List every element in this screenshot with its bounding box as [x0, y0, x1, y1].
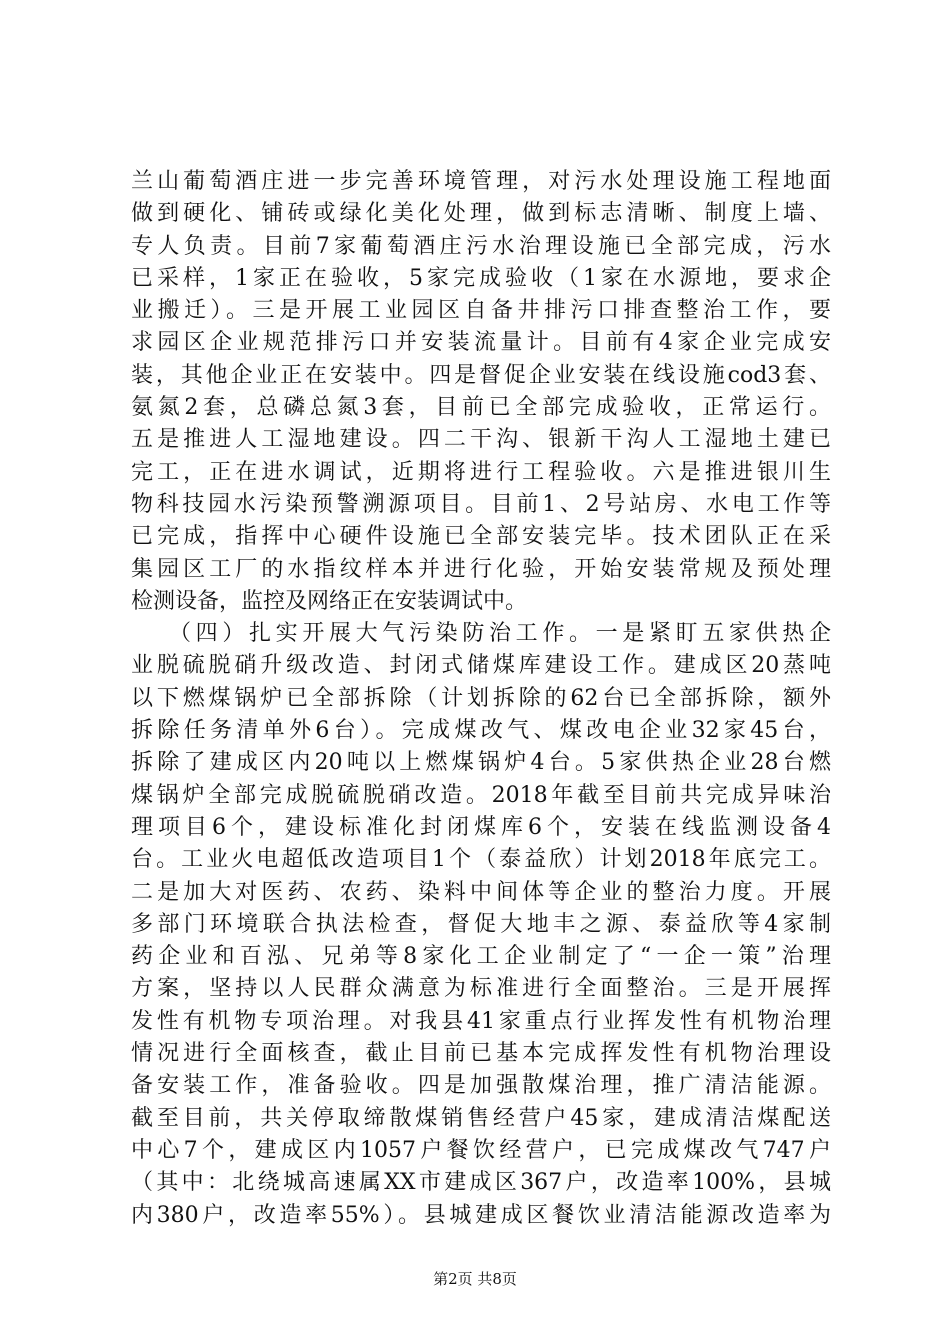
text-line: 五是推进人工湿地建设。四二干沟、银新干沟人工湿地土建已	[131, 427, 831, 453]
text-line: 已采样，1家正在验收，5家完成验收（1家在水源地，要求企	[131, 265, 831, 291]
text-line: 内380户，改造率55%）。县城建成区餐饮业清洁能源改造率为	[131, 1202, 831, 1228]
page-footer	[0, 1268, 950, 1289]
text-line: 做到硬化、铺砖或绿化美化处理，做到标志清晰、制度上墙、	[131, 201, 831, 227]
text-line: 求园区企业规范排污口并安装流量计。目前有4家企业完成安	[131, 330, 831, 356]
text-line: 方案，坚持以人民群众满意为标准进行全面整治。三是开展挥	[131, 976, 831, 1002]
text-line: 氨氮2套，总磷总氮3套，目前已全部完成验收，正常运行。	[131, 395, 831, 421]
text-line: 拆除任务清单外6台）。完成煤改气、煤改电企业32家45台，	[131, 718, 831, 744]
text-line: 兰山葡萄酒庄进一步完善环境管理，对污水处理设施工程地面	[131, 169, 831, 194]
text-line: 集园区工厂的水指纹样本并进行化验，开始安装常规及预处理	[131, 556, 831, 582]
text-line: 发性有机物专项治理。对我县41家重点行业挥发性有机物治理	[131, 1008, 831, 1034]
text-line: 多部门环境联合执法检查，督促大地丰之源、泰益欣等4家制	[131, 911, 831, 937]
body-text	[131, 166, 831, 1232]
text-line: 以下燃煤锅炉已全部拆除（计划拆除的62台已全部拆除，额外	[131, 685, 831, 711]
text-line: 物科技园水污染预警溯源项目。目前1、2号站房、水电工作等	[131, 491, 831, 517]
text-line: 药企业和百泓、兄弟等8家化工企业制定了“一企一策”治理	[131, 944, 831, 970]
page-number-indicator: 第2页 共8页	[433, 1270, 517, 1288]
text-line: 专人负责。目前7家葡萄酒庄污水治理设施已全部完成，污水	[131, 233, 831, 259]
text-line: 检测设备，监控及网络正在安装调试中。	[131, 588, 528, 614]
text-line: 备安装工作，准备验收。四是加强散煤治理，推广清洁能源。	[131, 1073, 831, 1099]
text-line: 截至目前，共关停取缔散煤销售经营户45家，建成清洁煤配送	[131, 1105, 831, 1131]
text-line: 煤锅炉全部完成脱硫脱硝改造。2018年截至目前共完成异味治	[131, 782, 831, 808]
text-line: 业脱硫脱硝升级改造、封闭式储煤库建设工作。建成区20蒸吨	[131, 653, 831, 679]
text-line: 拆除了建成区内20吨以上燃煤锅炉4台。5家供热企业28台燃	[131, 750, 831, 776]
text-line: 情况进行全面核查，截止目前已基本完成挥发性有机物治理设	[131, 1041, 831, 1067]
text-line: 业搬迁）。三是开展工业园区自备井排污口排查整治工作，要	[131, 298, 831, 324]
text-line: 完工，正在进水调试，近期将进行工程验收。六是推进银川生	[131, 459, 831, 485]
text-line: 台。工业火电超低改造项目1个（泰益欣）计划2018年底完工。	[131, 847, 831, 873]
text-line: 二是加大对医药、农药、染料中间体等企业的整治力度。开展	[131, 879, 831, 905]
section-heading-line: （四）扎实开展大气污染防治工作。一是紧盯五家供热企	[169, 621, 831, 647]
text-line: 中心7个，建成区内1057户餐饮经营户，已完成煤改气747户	[131, 1137, 831, 1163]
text-line: （其中：北绕城高速属XX市建成区367户，改造率100%，县城	[131, 1170, 831, 1196]
text-line: 装，其他企业正在安装中。四是督促企业安装在线设施cod3套、	[131, 362, 831, 388]
text-line: 已完成，指挥中心硬件设施已全部安装完毕。技术团队正在采	[131, 524, 831, 550]
text-line: 理项目6个，建设标准化封闭煤库6个，安装在线监测设备4	[131, 814, 831, 840]
